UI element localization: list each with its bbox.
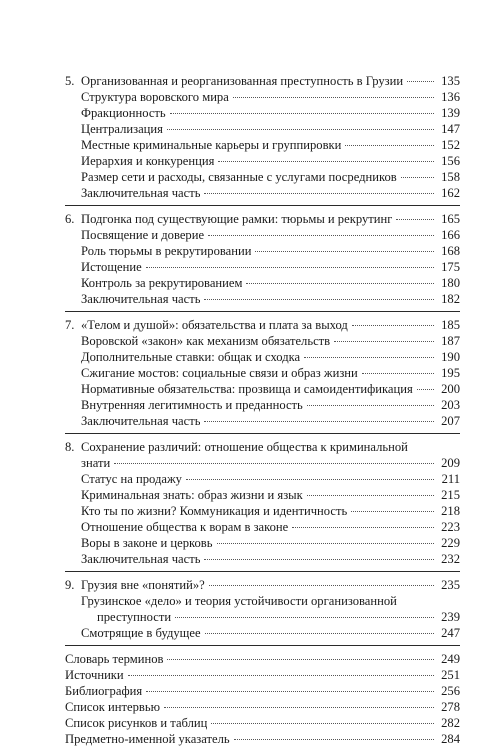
chapter-title: «Телом и душой»: обязательства и плата за выход: [81, 318, 348, 332]
subsection-entry[interactable]: [65, 519, 460, 535]
subsection-title: Заключительная часть: [81, 552, 201, 566]
back-matter-title: Источники: [65, 668, 124, 682]
dot-leader: [246, 283, 434, 284]
page-number: 185: [441, 318, 460, 332]
page-number: 232: [441, 552, 460, 566]
subsection-entry[interactable]: [65, 105, 460, 121]
dot-leader: [208, 235, 434, 236]
subsection-title: Роль тюрьмы в рекрутировании: [81, 244, 252, 258]
page-number: 139: [441, 106, 460, 120]
page-number: 147: [441, 122, 460, 136]
page-number: 200: [441, 382, 460, 396]
back-matter-title: Словарь терминов: [65, 652, 164, 666]
subsection-entry[interactable]: [65, 333, 460, 349]
subsection-entry[interactable]: [65, 259, 460, 275]
page-number: 282: [441, 716, 460, 730]
dot-leader: [204, 193, 434, 194]
page-number: 249: [441, 652, 460, 666]
dot-leader: [362, 373, 434, 374]
subsection-title: Воры в законе и церковь: [81, 536, 213, 550]
page-number: 209: [441, 456, 460, 470]
subsection-title: Фракционность: [81, 106, 166, 120]
subsection-title: Структура воровского мира: [81, 90, 229, 104]
subsection-entry[interactable]: [65, 153, 460, 169]
dot-leader: [407, 81, 434, 82]
table-of-contents: [65, 73, 460, 747]
page-number: 152: [441, 138, 460, 152]
page-number: 162: [441, 186, 460, 200]
back-matter-entry[interactable]: [65, 699, 460, 715]
subsection-title: Смотрящие в будущее: [81, 626, 201, 640]
dot-leader: [234, 739, 434, 740]
page-number: 215: [441, 488, 460, 502]
dot-leader: [167, 129, 434, 130]
page-number: 239: [441, 610, 460, 624]
subsection-title: Статус на продажу: [81, 472, 182, 486]
back-matter-entry[interactable]: [65, 667, 460, 683]
chapter-entry-line1[interactable]: [65, 439, 460, 455]
subsection-title: Местные криминальные карьеры и группировки: [81, 138, 342, 152]
dot-leader: [233, 97, 434, 98]
subsection-entry[interactable]: [65, 535, 460, 551]
dot-leader: [307, 495, 434, 496]
subsection-title: Грузинское «дело» и теория устойчивости организованной: [81, 594, 397, 608]
dot-leader: [351, 511, 434, 512]
chapter-title-continued: знати: [81, 456, 111, 470]
back-matter-entry[interactable]: [65, 731, 460, 747]
dot-leader: [209, 585, 434, 586]
section-divider: [65, 311, 460, 312]
subsection-title: Криминальная знать: образ жизни и язык: [81, 488, 303, 502]
subsection-title: Посвящение и доверие: [81, 228, 205, 242]
chapter-number: 8.: [65, 440, 75, 454]
chapter-number: 7.: [65, 318, 75, 332]
subsection-entry[interactable]: [65, 275, 460, 291]
subsection-entry[interactable]: [65, 243, 460, 259]
dot-leader: [164, 707, 434, 708]
dot-leader: [204, 299, 434, 300]
page-number: 247: [441, 626, 460, 640]
dot-leader: [146, 691, 434, 692]
subsection-entry[interactable]: [65, 169, 460, 185]
page-number: 278: [441, 700, 460, 714]
chapter-entry-line2[interactable]: [65, 455, 460, 471]
dot-leader: [345, 145, 434, 146]
page-number: 158: [441, 170, 460, 184]
subsection-entry-line1[interactable]: [65, 593, 460, 609]
subsection-title: Заключительная часть: [81, 292, 201, 306]
page-number: 195: [441, 366, 460, 380]
back-matter-title: Предметно-именной указатель: [65, 732, 230, 746]
page-number: 165: [441, 212, 460, 226]
section-divider: [65, 645, 460, 646]
subsection-entry[interactable]: [65, 487, 460, 503]
page-number: 256: [441, 684, 460, 698]
chapter-title: Подгонка под существующие рамки: тюрьмы и рекрутинг: [81, 212, 393, 226]
subsection-title: Внутренняя легитимность и преданность: [81, 398, 303, 412]
back-matter-title: Список рисунков и таблиц: [65, 716, 208, 730]
back-matter-entry[interactable]: [65, 683, 460, 699]
subsection-title: Воровской «закон» как механизм обязательств: [81, 334, 331, 348]
subsection-entry[interactable]: [65, 413, 460, 429]
chapter-number: 6.: [65, 212, 75, 226]
dot-leader: [114, 463, 434, 464]
chapter-entry[interactable]: [65, 211, 460, 227]
dot-leader: [307, 405, 434, 406]
dot-leader: [167, 659, 434, 660]
chapter-title: Организованная и реорганизованная преступность в Грузии: [81, 74, 404, 88]
page-number: 136: [441, 90, 460, 104]
dot-leader: [292, 527, 434, 528]
subsection-entry[interactable]: [65, 89, 460, 105]
page-number: 218: [441, 504, 460, 518]
page-number: 166: [441, 228, 460, 242]
back-matter-entry[interactable]: [65, 651, 460, 667]
back-matter-entry[interactable]: [65, 715, 460, 731]
dot-leader: [175, 617, 434, 618]
dot-leader: [205, 633, 434, 634]
subsection-title: Нормативные обязательства: прозвища и самоидентификация: [81, 382, 413, 396]
subsection-entry[interactable]: [65, 503, 460, 519]
dot-leader: [334, 341, 434, 342]
subsection-entry[interactable]: [65, 471, 460, 487]
subsection-title: Отношение общества к ворам в законе: [81, 520, 289, 534]
dot-leader: [218, 161, 434, 162]
dot-leader: [396, 219, 434, 220]
subsection-title: Иерархия и конкуренция: [81, 154, 215, 168]
page-number: 135: [441, 74, 460, 88]
subsection-title: Размер сети и расходы, связанные с услугами посредников: [81, 170, 397, 184]
subsection-title: Дополнительные ставки: общак и сходка: [81, 350, 301, 364]
dot-leader: [401, 177, 434, 178]
back-matter-title: Список интервью: [65, 700, 161, 714]
subsection-title: Заключительная часть: [81, 186, 201, 200]
subsection-title: Кто ты по жизни? Коммуникация и идентичность: [81, 504, 348, 518]
dot-leader: [255, 251, 434, 252]
subsection-title: Сжигание мостов: социальные связи и образ жизни: [81, 366, 358, 380]
page-number: 284: [441, 732, 460, 746]
dot-leader: [204, 559, 434, 560]
dot-leader: [204, 421, 434, 422]
page-number: 235: [441, 578, 460, 592]
page-number: 182: [441, 292, 460, 306]
page-number: 207: [441, 414, 460, 428]
subsection-entry[interactable]: [65, 397, 460, 413]
subsection-title: Заключительная часть: [81, 414, 201, 428]
chapter-entry[interactable]: [65, 317, 460, 333]
back-matter-title: Библиография: [65, 684, 143, 698]
page-number: 229: [441, 536, 460, 550]
subsection-entry[interactable]: [65, 349, 460, 365]
subsection-entry[interactable]: [65, 137, 460, 153]
page-number: 187: [441, 334, 460, 348]
chapter-entry[interactable]: [65, 73, 460, 89]
chapter-title: Сохранение различий: отношение общества к криминальной: [81, 440, 408, 454]
dot-leader: [304, 357, 434, 358]
subsection-entry[interactable]: [65, 381, 460, 397]
subsection-entry[interactable]: [65, 625, 460, 641]
subsection-entry[interactable]: [65, 551, 460, 567]
page-number: 203: [441, 398, 460, 412]
subsection-title: Централизация: [81, 122, 163, 136]
section-divider: [65, 433, 460, 434]
dot-leader: [211, 723, 434, 724]
section-divider: [65, 571, 460, 572]
dot-leader: [170, 113, 434, 114]
subsection-entry[interactable]: [65, 291, 460, 307]
page-number: 180: [441, 276, 460, 290]
section-divider: [65, 205, 460, 206]
subsection-entry[interactable]: [65, 121, 460, 137]
dot-leader: [128, 675, 434, 676]
dot-leader: [186, 479, 434, 480]
page-number: 190: [441, 350, 460, 364]
dot-leader: [417, 389, 434, 390]
subsection-title-continued: преступности: [97, 610, 172, 624]
subsection-title: Контроль за рекрутированием: [81, 276, 243, 290]
dot-leader: [217, 543, 435, 544]
chapter-entry[interactable]: [65, 577, 460, 593]
page-number: 251: [441, 668, 460, 682]
chapter-number: 5.: [65, 74, 75, 88]
dot-leader: [352, 325, 434, 326]
page-number: 168: [441, 244, 460, 258]
chapter-number: 9.: [65, 578, 75, 592]
subsection-entry[interactable]: [65, 365, 460, 381]
subsection-entry[interactable]: [65, 185, 460, 201]
subsection-entry-line2[interactable]: [65, 609, 460, 625]
chapter-title: Грузия вне «понятий»?: [81, 578, 205, 592]
page-number: 175: [441, 260, 460, 274]
subsection-entry[interactable]: [65, 227, 460, 243]
page-number: 156: [441, 154, 460, 168]
dot-leader: [146, 267, 434, 268]
subsection-title: Истощение: [81, 260, 142, 274]
page-number: 211: [441, 472, 460, 486]
page-number: 223: [441, 520, 460, 534]
